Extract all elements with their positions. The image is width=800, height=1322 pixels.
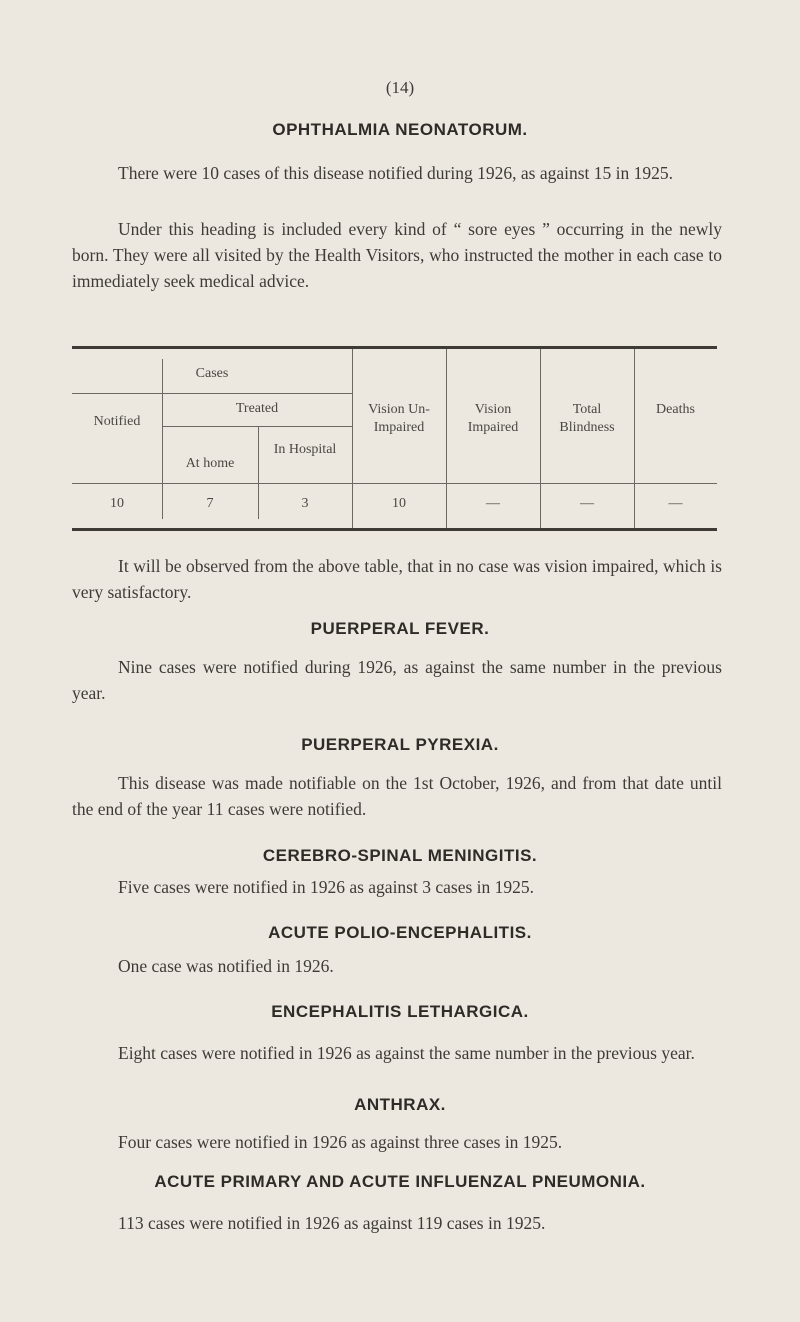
heading-puerperal-fever: PUERPERAL FEVER. <box>310 619 490 638</box>
cell-deaths: — <box>668 496 683 511</box>
cell-vision-impaired: — <box>486 496 500 511</box>
header-vision-unimpaired: Vision Un- Impaired <box>368 402 430 435</box>
heading-polio: ACUTE POLIO-ENCEPHALITIS. <box>268 923 532 942</box>
heading-ophthalmia: OPHTHALMIA NEONATORUM. <box>272 120 528 139</box>
header-treated: Treated <box>235 401 279 416</box>
paragraph-cerebro-spinal: Five cases were notified in 1926 as against 3 cases in 1925. <box>118 877 535 897</box>
cell-vision-unimpaired: 10 <box>392 496 406 511</box>
table-bottom-rule <box>72 528 717 531</box>
header-notified: Notified <box>93 414 141 429</box>
header-at-home: At home <box>185 456 235 471</box>
paragraph-puerperal-fever: Nine cases were notified during 1926, as against the same number in the previous year. <box>72 657 722 703</box>
paragraph-anthrax: Four cases were notified in 1926 as against three cases in 1925. <box>118 1132 563 1152</box>
header-deaths: Deaths <box>656 402 695 417</box>
heading-puerperal-pyrexia: PUERPERAL PYREXIA. <box>301 735 499 754</box>
paragraph-puerperal-pyrexia: This disease was made notifiable on the 1st October, 1926, and from that date until the end of the year 11 cases were notified. <box>72 773 722 819</box>
heading-cerebro-spinal: CEREBRO-SPINAL MENINGITIS. <box>262 846 538 865</box>
ophthalmia-table <box>72 349 717 528</box>
header-total-blindness: Total Blindness <box>559 402 615 435</box>
paragraph-polio: One case was notified in 1926. <box>118 956 334 976</box>
paragraph-table-note: It will be observed from the above table, that in no case was vision impaired, which is very satisfactory. <box>72 556 722 602</box>
cell-notified: 10 <box>110 496 124 511</box>
header-vision-impaired: Vision Impaired <box>467 402 519 435</box>
paragraph-pneumonia: 113 cases were notified in 1926 as against 119 cases in 1925. <box>118 1213 546 1233</box>
header-in-hospital: In Hospital <box>273 442 337 457</box>
page-number: (14) <box>385 78 415 97</box>
cell-total-blindness: — <box>580 496 594 511</box>
heading-encephalitis: ENCEPHALITIS LETHARGICA. <box>271 1002 529 1021</box>
paragraph-ophthalmia-1: There were 10 cases of this disease notified during 1926, as against 15 in 1925. <box>118 163 674 183</box>
cell-at-home: 7 <box>206 496 214 511</box>
paragraph-ophthalmia-2: Under this heading is included every kind of “ sore eyes ” occurring in the newly born. They were all visited by the Health Visitors, who instructed the mother in each case to immediately seek medical advice. <box>72 219 722 291</box>
paragraph-encephalitis: Eight cases were notified in 1926 as against the same number in the previous year. <box>118 1043 695 1063</box>
header-cases: Cases <box>195 366 229 381</box>
heading-anthrax: ANTHRAX. <box>354 1095 446 1114</box>
cell-in-hospital: 3 <box>301 496 309 511</box>
heading-pneumonia: ACUTE PRIMARY AND ACUTE INFLUENZAL PNEUMONIA. <box>154 1172 646 1191</box>
